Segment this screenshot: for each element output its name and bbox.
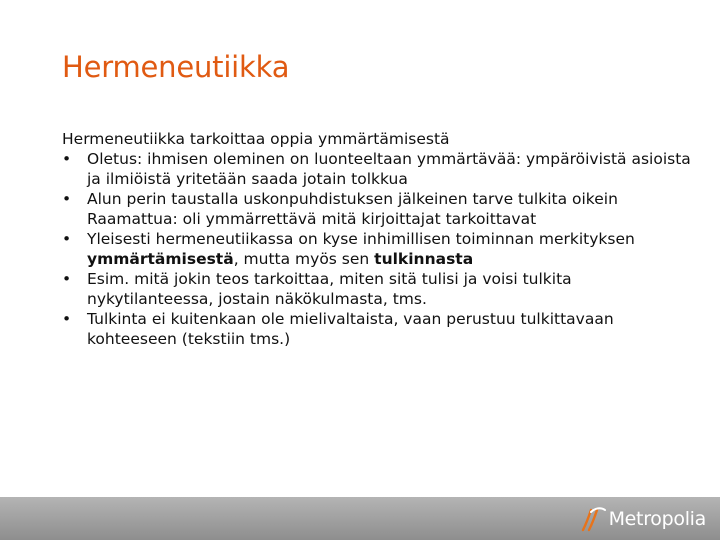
- footer-bar: [0, 497, 720, 540]
- logo-text: Metropolia: [608, 508, 706, 530]
- bullet-item: [62, 229, 702, 269]
- bullet-text: Tulkinta ei kuitenkaan ole mielivaltaista, vaan perustuu tulkittavaan kohteeseen (tekstiin tms.): [87, 310, 614, 348]
- bullet-item: [62, 309, 702, 349]
- bullet-bold-text: tulkinnasta: [374, 250, 474, 268]
- bullet-marker: •: [62, 150, 72, 168]
- bullet-marker: •: [62, 270, 72, 288]
- bullet-list: [62, 149, 702, 349]
- bullet-item: [62, 149, 702, 189]
- bullet-text: Esim. mitä jokin teos tarkoittaa, miten sitä tulisi ja voisi tulkita nykytilanteessa, jostain näkökulmasta, tms.: [87, 270, 572, 308]
- bullet-text: , mutta myös sen: [233, 250, 375, 268]
- bullet-marker: •: [62, 190, 72, 208]
- bullet-item: [62, 269, 702, 309]
- bullet-bold-text: ymmärtämisestä: [87, 250, 234, 268]
- bullet-text: Oletus: ihmisen oleminen on luonteeltaan ymmärtävää: ympäröivistä asioista ja ilmiöistä yritetään saada jotain tolkkua: [87, 150, 691, 188]
- slide-body: [62, 129, 702, 349]
- metropolia-logo-icon: [579, 504, 607, 534]
- bullet-item: [62, 189, 702, 229]
- intro-text: Hermeneutiikka tarkoittaa oppia ymmärtämisestä: [62, 130, 450, 148]
- bullet-text: Alun perin taustalla uskonpuhdistuksen jälkeinen tarve tulkita oikein Raamattua: oli ymmärrettävä mitä kirjoittajat tarkoittavat: [87, 190, 618, 228]
- bullet-marker: •: [62, 310, 72, 328]
- bullet-marker: •: [62, 230, 72, 248]
- slide-title: Hermeneutiikka: [62, 50, 290, 84]
- metropolia-logo: [579, 503, 706, 535]
- bullet-text: Yleisesti hermeneutiikassa on kyse inhimillisen toiminnan merkityksen: [87, 230, 635, 248]
